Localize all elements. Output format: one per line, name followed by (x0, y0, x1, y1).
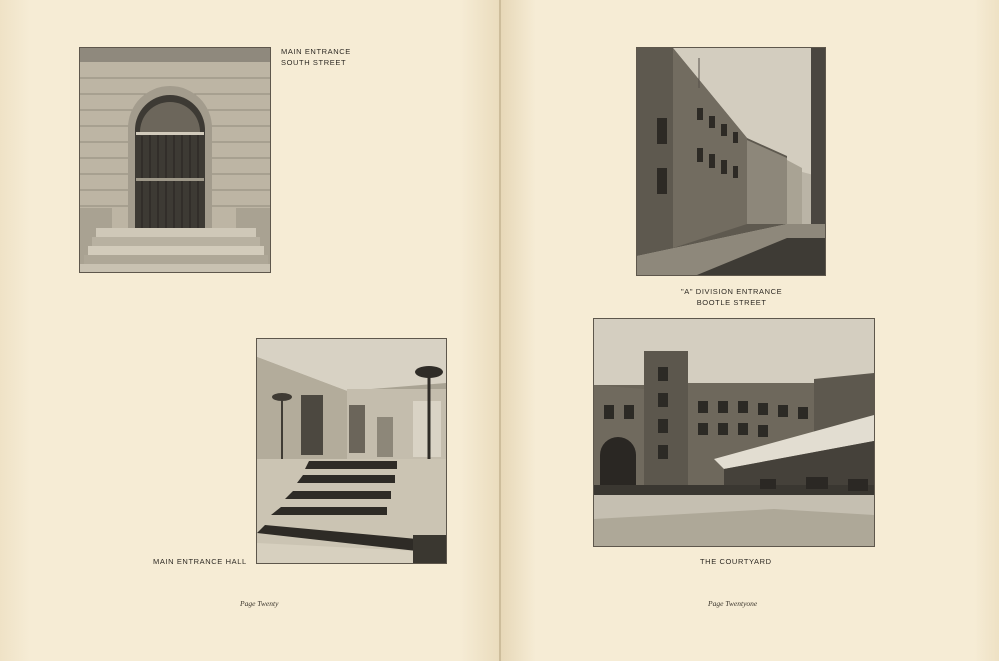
caption-a-division-entrance: "A" DIVISION ENTRANCE BOOTLE STREET (681, 287, 783, 307)
caption-main-entrance-hall: MAIN ENTRANCE HALL (153, 557, 247, 566)
page-number-left: Page Twenty (240, 599, 279, 608)
photo-main-entrance-hall (256, 338, 447, 564)
photo-main-entrance (79, 47, 271, 273)
caption-courtyard: THE COURTYARD (700, 557, 772, 566)
page-number-right: Page Twentyone (708, 599, 758, 608)
caption-main-entrance: MAIN ENTRANCE SOUTH STREET (281, 47, 351, 67)
photo-a-division-entrance (636, 47, 826, 276)
photo-courtyard (593, 318, 875, 547)
right-page (501, 0, 999, 661)
